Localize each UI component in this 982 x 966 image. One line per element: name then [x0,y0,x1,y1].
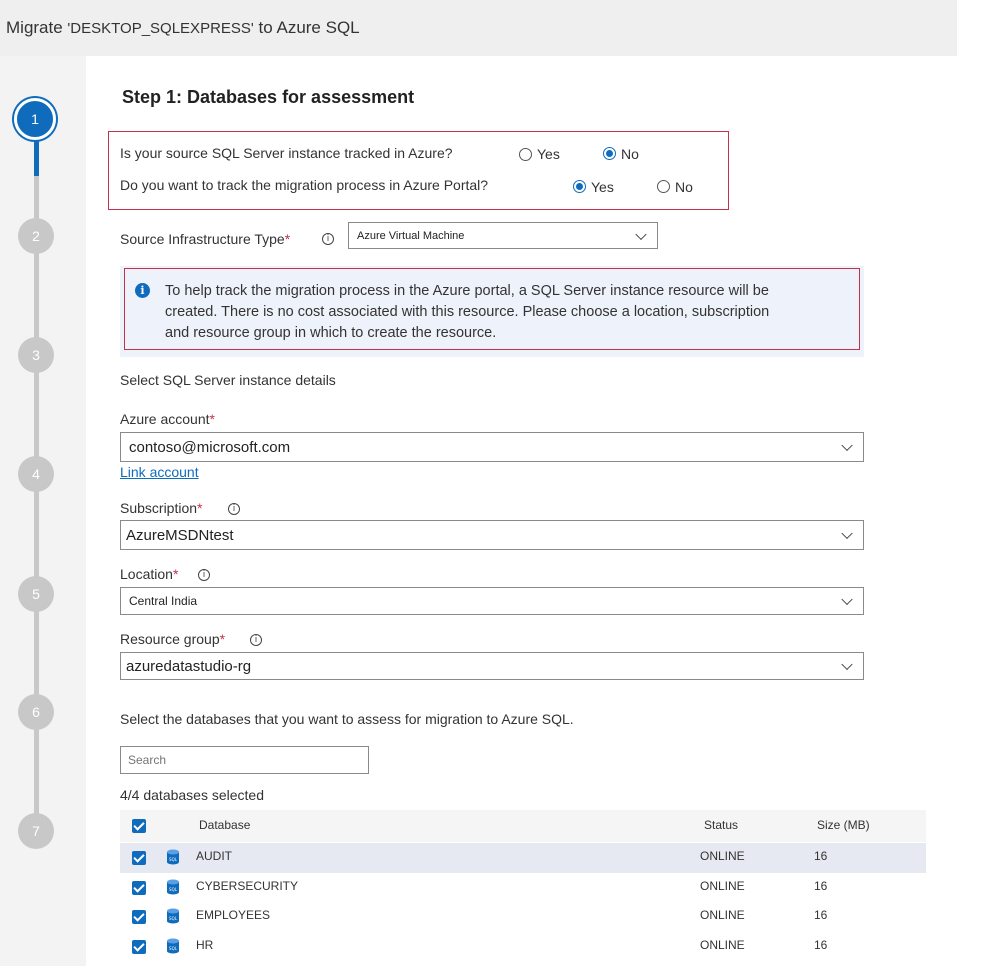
instance-details-heading: Select SQL Server instance details [120,372,336,388]
search-input[interactable] [120,746,369,774]
db-status: ONLINE [700,938,745,952]
database-icon [166,849,180,865]
step-7[interactable]: 7 [18,813,54,849]
tracked-no-label[interactable]: No [621,146,639,162]
resource-group-info-icon[interactable]: i [250,634,262,646]
step-5[interactable]: 5 [18,576,54,612]
azure-account-label: Azure account* [120,411,215,427]
selected-count: 4/4 databases selected [120,787,264,803]
infra-info-icon[interactable]: i [322,233,334,245]
location-dropdown[interactable]: Central India [120,587,864,615]
info-icon: i [135,283,150,298]
table-row[interactable] [120,843,926,873]
step-4[interactable]: 4 [18,456,54,492]
wizard-title-bar [0,0,957,56]
track-portal-no-label[interactable]: No [675,179,693,195]
database-icon [166,908,180,924]
track-portal-question: Do you want to track the migration process in Azure Portal? [120,177,489,193]
svg-text:SQL: SQL [169,887,177,892]
stepper-rail-active [34,134,39,176]
tracking-questions-highlight [108,131,729,210]
tracked-no-radio[interactable] [603,147,616,160]
svg-text:SQL: SQL [169,916,177,921]
link-account-link[interactable]: Link account [120,464,199,480]
header-status[interactable]: Status [704,818,739,832]
db-name: CYBERSECURITY [196,879,299,893]
subscription-info-icon[interactable]: i [228,503,240,515]
db-name: EMPLOYEES [196,908,271,922]
header-database[interactable]: Database [199,818,251,832]
infra-type-dropdown[interactable]: Azure Virtual Machine [348,222,658,249]
chevron-down-icon [635,228,646,239]
info-banner-line1: To help track the migration process in the Azure portal, a SQL Server instance resource will be [165,283,769,299]
row-checkbox-hr[interactable] [132,940,146,954]
track-portal-no-radio[interactable] [657,180,670,193]
page-title: Step 1: Databases for assessment [122,87,415,107]
row-checkbox-cybersecurity[interactable] [132,881,146,895]
select-all-checkbox[interactable] [132,819,146,833]
tracked-yes-radio[interactable] [519,148,532,161]
tracked-question: Is your source SQL Server instance tracked in Azure? [120,145,453,161]
table-row[interactable] [120,933,926,963]
chevron-down-icon [841,440,852,451]
chevron-down-icon [841,659,852,670]
db-size: 16 [814,879,828,893]
wizard-title: Migrate 'DESKTOP_SQLEXPRESS' to Azure SQL [6,18,360,37]
db-size: 16 [814,849,828,863]
header-size[interactable]: Size (MB) [817,818,870,832]
subscription-dropdown[interactable]: AzureMSDNtest [120,520,864,550]
step-6[interactable]: 6 [18,694,54,730]
database-icon [166,879,180,895]
db-status: ONLINE [700,908,745,922]
location-label: Location* [120,566,179,582]
location-info-icon[interactable]: i [198,569,210,581]
info-banner-line2: created. There is no cost associated with this resource. Please choose a location, subscription [165,304,770,320]
resource-group-label: Resource group* [120,631,226,647]
infra-type-label: Source Infrastructure Type* [120,231,291,247]
chevron-down-icon [841,528,852,539]
db-size: 16 [814,908,828,922]
subscription-label: Subscription* [120,500,203,516]
svg-text:SQL: SQL [169,857,177,862]
database-icon [166,938,180,954]
stepper-rail [34,176,39,831]
chevron-down-icon [841,594,852,605]
db-size: 16 [814,938,828,952]
info-banner-line3: and resource group in which to create the resource. [165,325,497,341]
db-status: ONLINE [700,879,745,893]
step-1[interactable]: 1 [14,98,56,140]
row-checkbox-audit[interactable] [132,851,146,865]
db-status: ONLINE [700,849,745,863]
step-3[interactable]: 3 [18,337,54,373]
azure-account-dropdown[interactable]: contoso@microsoft.com [120,432,864,462]
step-2[interactable]: 2 [18,218,54,254]
track-portal-yes-label[interactable]: Yes [591,179,614,195]
select-databases-text: Select the databases that you want to assess for migration to Azure SQL. [120,711,574,727]
tracked-yes-label[interactable]: Yes [537,146,560,162]
db-name: HR [196,938,214,952]
track-portal-yes-radio[interactable] [573,180,586,193]
resource-group-dropdown[interactable]: azuredatastudio-rg [120,652,864,680]
db-name: AUDIT [196,849,232,863]
row-checkbox-employees[interactable] [132,910,146,924]
svg-text:SQL: SQL [169,946,177,951]
